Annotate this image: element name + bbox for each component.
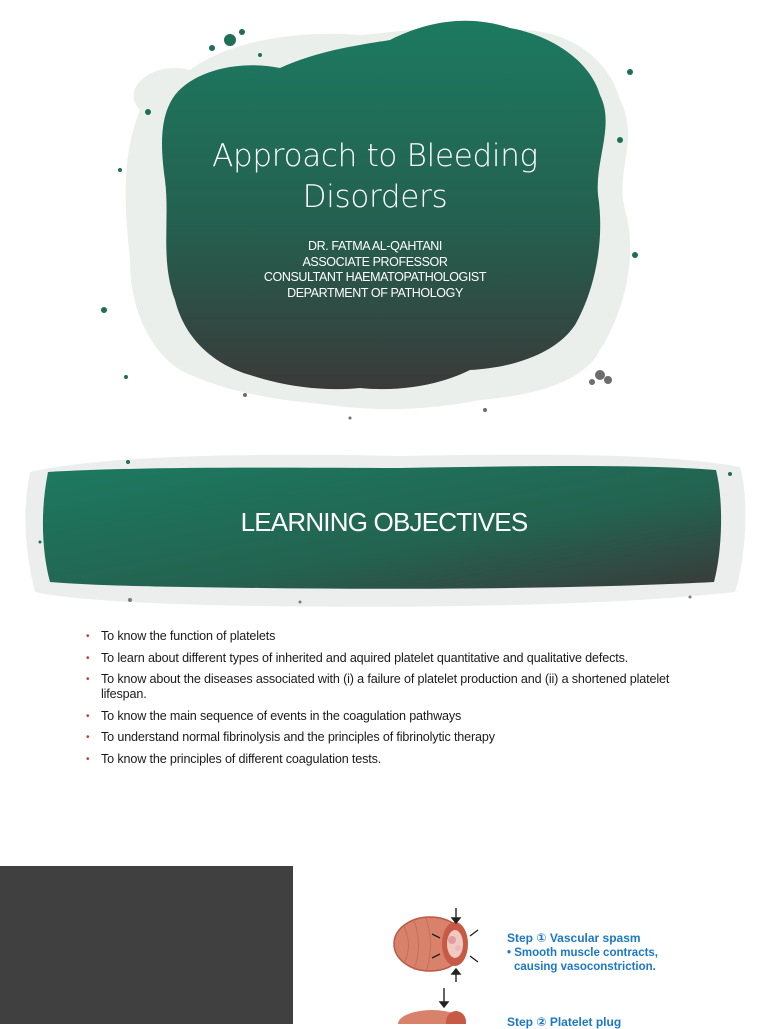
step1-desc-line1: • Smooth muscle contracts, xyxy=(507,947,659,959)
title-slide xyxy=(0,0,768,432)
bullet-icon: • xyxy=(86,674,90,685)
list-item xyxy=(86,709,676,724)
objective-text: To know the principles of different coagulation tests. xyxy=(101,751,382,766)
objective-text: To know the function of platelets xyxy=(101,629,276,643)
author-name: DR. FATMA AL-QAHTANI xyxy=(308,239,442,253)
bullet-icon: • xyxy=(86,631,90,642)
step1-desc-line2: causing vasoconstriction. xyxy=(514,961,656,973)
author-department: DEPARTMENT OF PATHOLOGY xyxy=(287,285,463,300)
dark-side-panel xyxy=(0,866,293,1024)
objective-text: To know about the diseases associated with (i) a failure of platelet production and (ii) a shortened platelet lifespan. xyxy=(101,672,670,701)
author-details xyxy=(200,239,550,301)
objectives-slide xyxy=(0,432,768,864)
list-item xyxy=(86,730,676,745)
bullet-icon: • xyxy=(86,753,90,765)
objective-text: To understand normal fibrinolysis and the principles of fibrinolytic therapy xyxy=(101,730,495,744)
objective-text: To learn about different types of inherited and aquired platelet quantitative and qualitative defects. xyxy=(101,650,629,665)
bullet-icon: • xyxy=(86,710,90,722)
author-specialty: CONSULTANT HAEMATOPATHOLOGIST xyxy=(263,270,487,285)
blood-vessel-illustration xyxy=(380,906,480,1024)
bullet-icon: • xyxy=(86,652,90,664)
objective-text: To know the main sequence of events in the coagulation pathways xyxy=(101,708,462,723)
hemostasis-steps-figure xyxy=(380,906,690,1029)
author-position: ASSOCIATE PROFESSOR xyxy=(302,254,448,269)
step2-label: Step ② Platelet plug xyxy=(507,1015,622,1029)
list-item xyxy=(86,672,676,702)
objectives-list xyxy=(86,629,676,773)
list-item xyxy=(86,651,676,666)
list-item xyxy=(86,752,676,767)
presentation-title: Approach to Bleeding Disorders xyxy=(212,138,538,215)
list-item xyxy=(86,629,676,644)
objectives-title: LEARNING OBJECTIVES xyxy=(240,507,528,537)
step1-label: Step ① Vascular spasm xyxy=(507,931,641,945)
hemostasis-slide xyxy=(0,866,768,1029)
bullet-icon: • xyxy=(86,732,90,743)
